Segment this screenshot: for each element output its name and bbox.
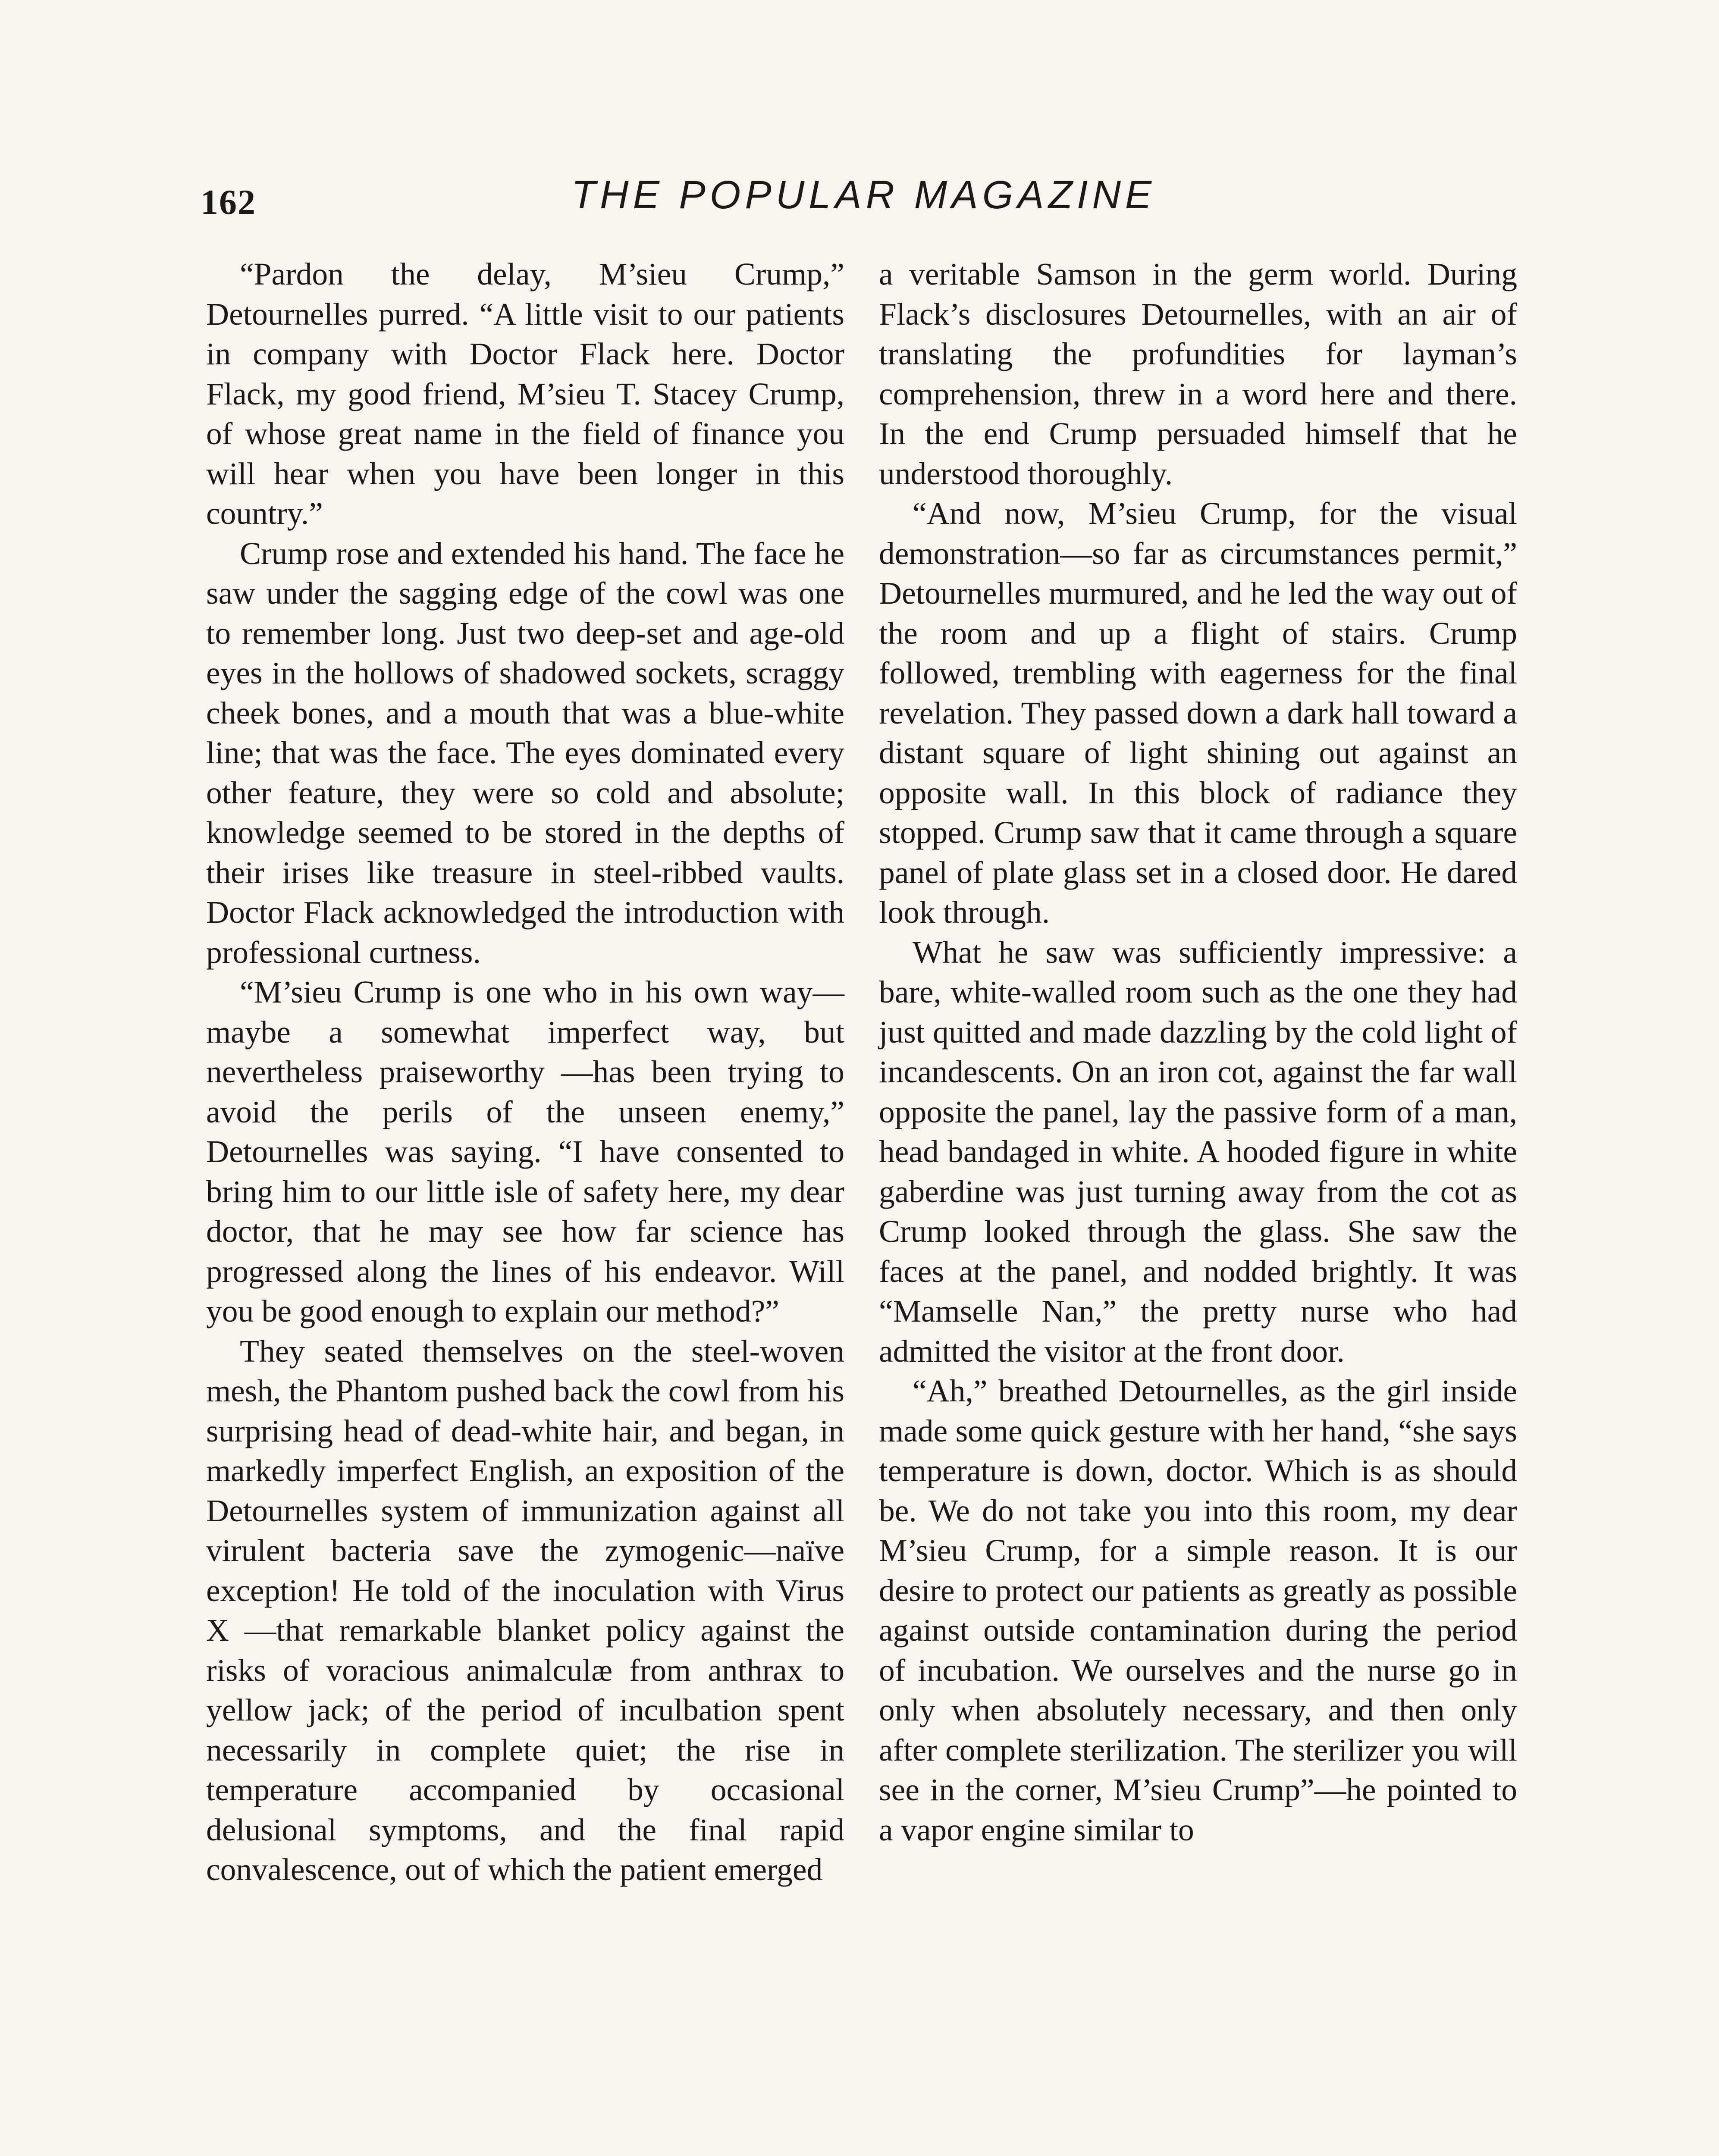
paragraph: “Ah,” breathed Detournelles, as the girl inside made some quick gesture with her hand, “she says temperature is down, doctor. Which is as should be. We do not take you into this room, my dear M’sieu Crump, for a simple reason. It is our desire to protect our patients as greatly as possible against outside contamination during the period of incubation. We ourselves and the nurse go in only when absolutely necessary, and then only after complete sterilization. The sterilizer you will see in the corner, M’sieu Crump”—he pointed to a vapor engine similar to xyxy=(879,1373,1517,1847)
paragraph: What he saw was sufficiently impressive: a bare, white-walled room such as the one they had just quitted and made dazzling by the cold light of incandescents. On an iron cot, against the far wall opposite the panel, lay the passive form of a man, head bandaged in white. A hooded figure in white gaberdine was just turning away from the cot as Crump looked through the glass. She saw the faces at the panel, and nodded brightly. It was “Mamselle Nan,” the pretty nurse who had admitted the visitor at the front door. xyxy=(879,934,1517,1369)
page-header xyxy=(201,172,1527,224)
paragraph: “And now, M’sieu Crump, for the visual demonstration—so far as circumstances permit,” Detournelles murmured, and he led the way out of the room and up a flight of stairs. Crump followed, trembling with eagerness for the final revelation. They passed down a dark hall toward a distant square of light shining out against an opposite wall. In this block of radiance they stopped. Crump saw that it came through a square panel of plate glass set in a closed door. He dared look through. xyxy=(879,496,1517,930)
paragraph: “Pardon the delay, M’sieu Crump,” Detournelles purred. “A little visit to our patients in company with Doctor Flack here. Doctor Flack, my good friend, M’sieu T. Stacey Crump, of whose great name in the field of finance you will hear when you have been longer in this country.” xyxy=(206,257,844,531)
continued-paragraph: a veritable Samson in the germ world. During Flack’s disclosures Detournelles, with an air of translating the profundities for layman’s comprehension, threw in a word here and there. In the end Crump persuaded himself that he understood thoroughly. xyxy=(879,257,1517,491)
paragraph: Crump rose and extended his hand. The face he saw under the sagging edge of the cowl was one to remember long. Just two deep-set and age-old eyes in the hollows of shadowed sockets, scraggy cheek bones, and a mouth that was a blue-white line; that was the face. The eyes dominated every other feature, they were so cold and absolute; knowledge seemed to be stored in the depths of their irises like treasure in steel-ribbed vaults. Doctor Flack acknowledged the introduction with professional curtness. xyxy=(206,536,844,970)
paragraph: “M’sieu Crump is one who in his own way—maybe a somewhat imperfect way, but nevertheless praiseworthy —has been trying to avoid the perils of the unseen enemy,” Detournelles was saying. “I have consented to bring him to our little isle of safety here, my dear doctor, that he may see how far science has progressed along the lines of his endeavor. Will you be good enough to explain our method?” xyxy=(206,975,844,1329)
right-column xyxy=(879,254,1517,1850)
left-column xyxy=(206,254,844,1890)
page-number: 162 xyxy=(201,182,256,222)
running-head: THE POPULAR MAGAZINE xyxy=(571,173,1156,217)
paragraph: They seated themselves on the steel-woven mesh, the Phantom pushed back the cowl from his surprising head of dead-white hair, and began, in markedly imperfect English, an exposition of the Detournelles system of immunization against all virulent bacteria save the zymogenic—naïve exception! He told of the inoculation with Virus X —that remarkable blanket policy against the risks of voracious animalculæ from anthrax to yellow jack; of the period of inculbation spent necessarily in complete quiet; the rise in temperature accompanied by occasional delusional symptoms, and the final rapid convalescence, out of which the patient emerged xyxy=(206,1333,844,1887)
